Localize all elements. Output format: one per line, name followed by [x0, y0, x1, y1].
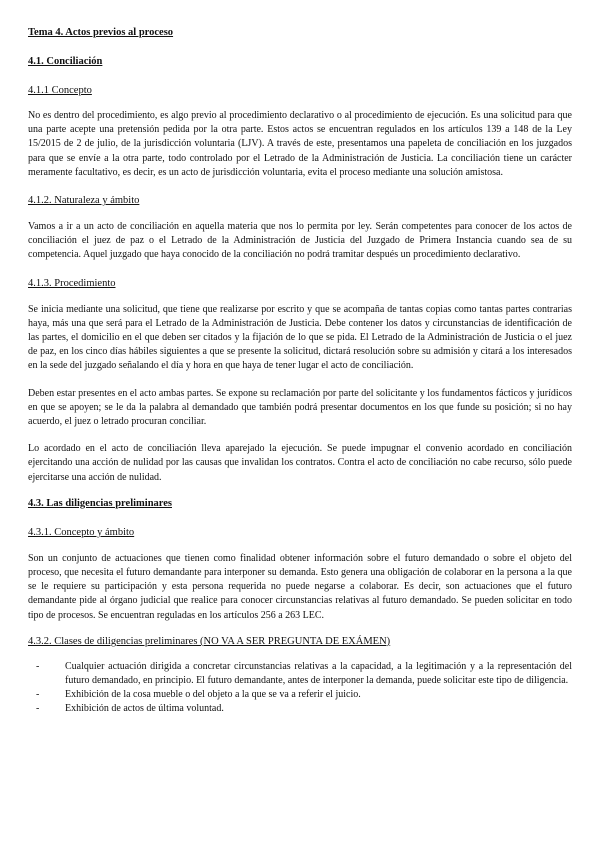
paragraph-procedimiento-1: Se inicia mediante una solicitud, que tiene que realizarse por escrito y que se acompaña de tantas copias como tantas partes contrarias haya, más una que será para el Letrado de la Administración de Justicia. Debe contener los datos y circunstancias de identificación de las partes, el domicilio en el que deben ser citados y la fijación de lo que se pida. El Letrado de la Administración de Justicia o el juez de paz, en los cinco días hábiles siguientes a que se presente la solicitud, dictará resolución sobre su admisión y citará a los interesados en la sede del juzgado señalando el día y hora en que haya de tener lugar el acto de conciliación. [28, 303, 572, 372]
diligencias-list [28, 660, 572, 717]
heading-4-3-2: 4.3.2. Clases de diligencias preliminares (NO VA A SER PREGUNTA DE EXÁMEN) [28, 635, 391, 647]
list-bullet: - [36, 703, 40, 715]
list-bullet: - [36, 660, 40, 672]
paragraph-diligencias-concepto: Son un conjunto de actuaciones que tienen como finalidad obtener información sobre el futuro demandado o sobre el objeto del proceso, que necesita el futuro demandante para interponer su demanda. Esto genera una obligación de colaborar en la persona a la que se le requiere su participación y esta persona requerida no puede negarse a colaborar. Es decir, son actuaciones que el futuro demandante pide al órgano judicial que realice para conocer circunstancias relativas al futuro demandado. Se pueden solicitar en todo tipo de procesos. Se encuentran reguladas en los artículos 256 a 263 LEC. [28, 552, 572, 621]
document-page [28, 26, 572, 717]
list-item-text: Exhibición de actos de última voluntad. [65, 703, 224, 715]
list-item [28, 660, 572, 688]
paragraph-procedimiento-3: Lo acordado en el acto de conciliación lleva aparejado la ejecución. Se puede impugnar el convenio acordado en conciliación ejercitando una acción de nulidad por las causas que invalidan los contratos. Contra el acto de conciliación no cabe recurso, sólo puede ejercitarse una acción de nulidad. [28, 443, 572, 483]
heading-4-1-1: 4.1.1 Concepto [28, 85, 92, 96]
document-title: Tema 4. Actos previos al proceso [28, 27, 174, 38]
list-item-text: Exhibición de la cosa mueble o del objeto a la que se va a referir el juicio. [65, 689, 361, 701]
paragraph-procedimiento-2: Deben estar presentes en el acto ambas partes. Se expone su reclamación por parte del solicitante y los fundamentos fácticos y jurídicos en que se apoyen; se le da la palabra al demandado que también podrá presentar documentos en los que funde su posición; si no hay acuerdo, el juez o letrado procuran conciliar. [28, 387, 572, 428]
paragraph-concepto: No es dentro del procedimiento, es algo previo al procedimiento declarativo o al procedimiento de ejecución. Es una solicitud para que una parte acepte una pretensión pedida por la otra parte. Estos actos se encuentran regulados en los artículos 139 a 148 de la Ley 15/2015 de 2 de julio, de la jurisdicción voluntaria (LJV). A través de este, presentamos una papeleta de conciliación en los juzgados para que se envíe a la otra parte, todo controlado por el Letrado de la Administración de Justicia. La conciliación tiene un carácter meramente facultativo, es decir, es un acto de jurisdicción voluntaria, evita el proceso mediante una solución amistosa. [28, 110, 572, 178]
heading-4-1: 4.1. Conciliación [28, 56, 103, 67]
paragraph-naturaleza: Vamos a ir a un acto de conciliación en aquella materia que nos lo permita por ley. Serán competentes para conocer de los actos de conciliación el juez de paz o el Letrado de la Administración de Justicia del Juzgado de Primera Instancia cuando sea de su competencia. Aquel juzgado que haya conocido de la conciliación no podrá tramitar después un procedimiento declarativo. [28, 221, 572, 261]
heading-4-1-2: 4.1.2. Naturaleza y ámbito [28, 195, 140, 207]
list-item [28, 688, 572, 702]
heading-4-1-3: 4.1.3. Procedimiento [28, 277, 116, 289]
heading-4-3-1: 4.3.1. Concepto y ámbito [28, 526, 135, 538]
list-bullet: - [36, 689, 40, 701]
list-item-text: Cualquier actuación dirigida a concretar circunstancias relativas a la capacidad, a la legitimación y a la representación del futuro demandado, en principio. El futuro demandante, antes de interponer la demanda, puede solicitar este tipo de diligencia. [65, 660, 572, 687]
heading-4-3: 4.3. Las diligencias preliminares [28, 497, 172, 509]
list-item [28, 702, 572, 716]
